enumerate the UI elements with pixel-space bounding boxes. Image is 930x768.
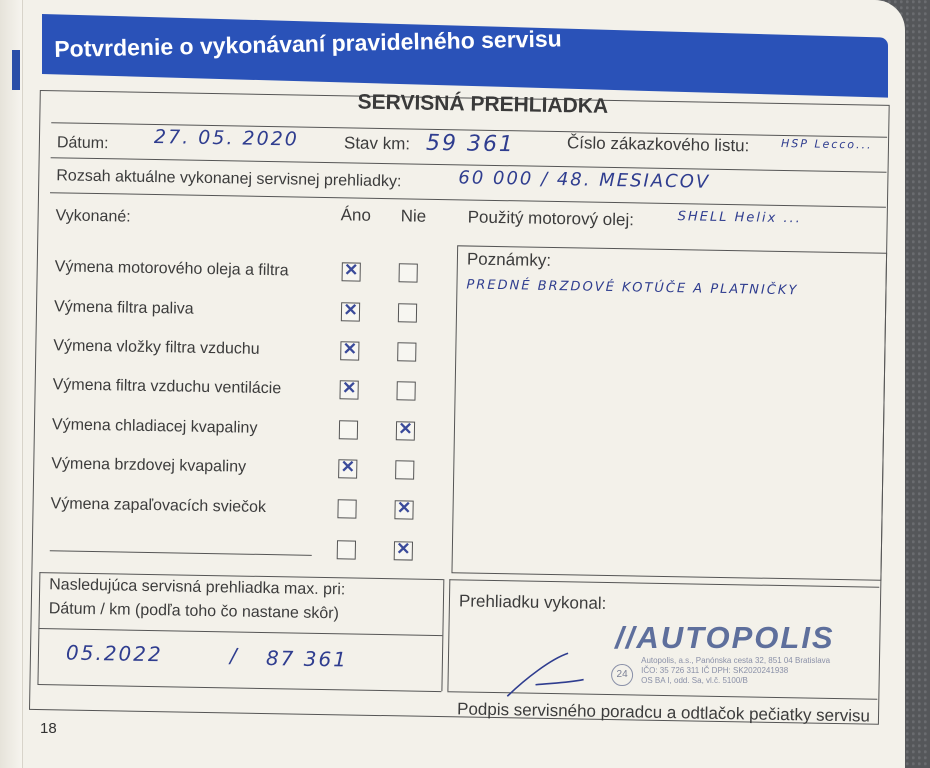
task-label: Výmena zapaľovacích sviečok [50,495,267,517]
odometer-label: Stav km: [343,133,411,154]
next-service-date: 05.2022 [65,640,163,667]
next-service-sublabel: Dátum / km (podľa toho čo nastane skôr) [48,600,340,623]
task-no-checkbox[interactable] [395,460,414,479]
task-label: Výmena brzdovej kvapaliny [51,455,247,476]
notes-value: PREDNÉ BRZDOVÉ KOTÚČE A PLATNIČKY [466,277,799,299]
task-label: Výmena filtra vzduchu ventilácie [52,376,282,398]
signature [505,648,586,699]
task-no-checkbox[interactable] [398,303,417,322]
section-title: SERVISNÁ PREHLIADKA [357,90,609,118]
no-column-label: Nie [400,206,427,226]
stamp-logo: //AUTOPOLIS [615,620,835,656]
order-label: Číslo zákazkového listu: [566,133,750,156]
odometer-value: 59 361 [425,130,516,158]
date-value: 27. 05. 2020 [153,126,300,151]
task-no-checkbox[interactable] [396,381,415,400]
stamp-number: 24 [611,664,633,686]
task-yes-checkbox[interactable] [339,380,358,399]
task-label: Výmena motorového oleja a filtra [54,258,289,280]
notes-label: Poznámky: [466,249,552,270]
stamp-ids: IČO: 35 726 311 IČ DPH: SK2020241938 [641,666,789,676]
service-stamp [615,620,835,686]
next-service-separator: / [229,643,239,668]
header-title: Potvrdenie o vykonávaní pravidelného servisu [54,25,562,62]
left-page-edge [0,0,23,768]
oil-label: Použitý motorový olej: [467,207,635,230]
next-service-label: Nasledujúca servisná prehliadka max. pri: [49,576,346,599]
task-label: Výmena vložky filtra vzduchu [53,337,260,358]
task-label: Výmena filtra paliva [53,298,194,318]
task-no-checkbox[interactable] [396,421,415,440]
stamp-address: Autopolis, a.s., Panónska cesta 32, 851 04 Bratislava [641,656,831,666]
task-no-checkbox[interactable] [399,263,418,282]
stamp-registry: OS BA I, odd. Sa, vl.č. 5100/B [641,676,748,686]
task-yes-checkbox[interactable] [341,302,360,321]
task-yes-checkbox[interactable] [340,341,359,360]
task-yes-checkbox[interactable] [342,262,361,281]
task-yes-checkbox[interactable] [337,499,356,518]
task-no-checkbox[interactable] [397,342,416,361]
task-yes-checkbox[interactable] [339,420,358,439]
date-label: Dátum: [56,134,109,153]
signature-caption: Podpis servisného poradcu a odtlačok pečiatky servisu [456,699,871,726]
page-number: 18 [40,720,57,737]
next-service-km: 87 361 [265,646,349,672]
scope-value: 60 000 / 48. MESIACOV [458,167,711,193]
order-value: HSP Lecco... [780,136,873,152]
left-page-blue-tab [12,50,20,90]
task-yes-checkbox[interactable] [337,540,356,559]
yes-column-label: Áno [340,205,372,225]
task-no-checkbox[interactable] [394,500,413,519]
performed-label: Vykonané: [55,207,131,226]
performed-by-label: Prehliadku vykonal: [458,591,607,613]
oil-value: SHELL Helix ... [677,209,802,227]
task-no-checkbox[interactable] [394,541,413,560]
scope-label: Rozsah aktuálne vykonanej servisnej prehliadky: [56,167,402,191]
service-form [29,80,890,735]
task-yes-checkbox[interactable] [338,459,357,478]
task-label: Výmena chladiacej kvapaliny [51,416,258,437]
